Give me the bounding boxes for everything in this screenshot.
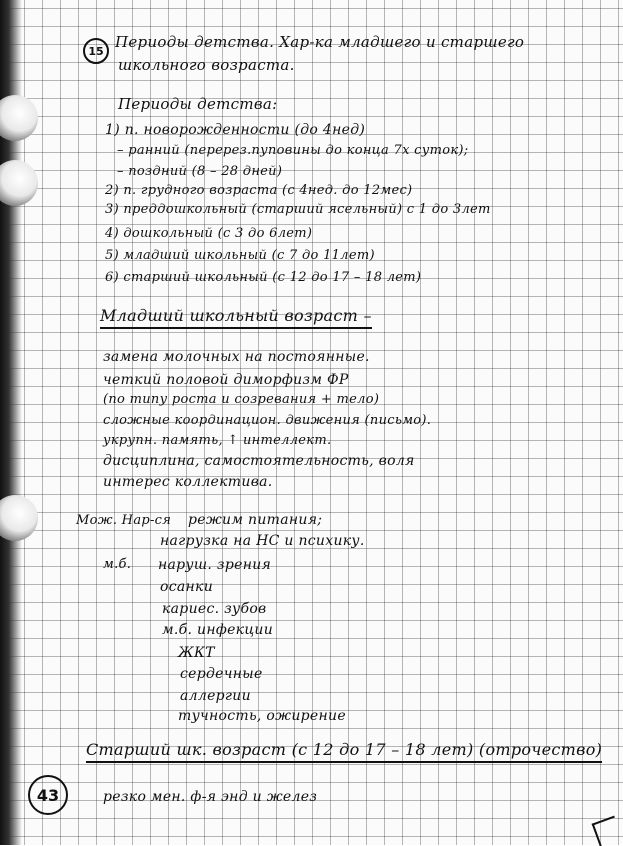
period-item: 6) старший школьный (с 12 до 17 – 18 лет) (105, 270, 422, 285)
binder-ring (0, 160, 38, 206)
junior-heading: Младший школьный возраст – (100, 306, 372, 329)
period-item: 5) младший школьный (с 7 до 11лет) (105, 248, 375, 263)
junior-item: сложные координацион. движения (письмо). (103, 413, 432, 428)
disorder-item: аллергии (180, 688, 251, 704)
disorder-item: м.б. инфекции (162, 622, 274, 638)
topic-number: 15 (88, 44, 104, 58)
disorder-item: кариес. зубов (162, 601, 267, 617)
periods-heading: Периоды детства: (118, 95, 278, 113)
disorders-first: режим питания; (188, 512, 323, 528)
binder-ring (0, 495, 38, 541)
disorder-item: наруш. зрения (158, 557, 272, 573)
disorders-mb-label: м.б. (103, 557, 132, 572)
period-item: 2) п. грудного возраста (с 4нед. до 12мес) (105, 183, 413, 198)
junior-item: дисциплина, самостоятельность, воля (103, 453, 415, 469)
disorders-prefix: Мож. Нар-ся (76, 513, 172, 528)
period-item: 1) п. новорожденности (до 4нед) (105, 122, 366, 138)
binder-ring (0, 95, 38, 141)
topic-title-line-1: Периоды детства. Хар-ка младшего и старшего (115, 33, 525, 51)
disorder-item: осанки (160, 579, 214, 595)
topic-title-line-2: школьного возраста. (118, 56, 295, 74)
page-number: 43 (36, 785, 60, 805)
corner-mark (592, 816, 623, 846)
page-number-badge (28, 775, 68, 815)
footer-note: резко мен. ф-я энд и желез (103, 789, 318, 805)
period-item: 3) преддошкольный (старший ясельный) с 1 до 3лет (105, 202, 491, 217)
disorder-item: сердечные (180, 666, 263, 682)
junior-item: интерес коллектива. (103, 474, 273, 490)
junior-item: четкий половой диморфизм ФР (103, 372, 349, 388)
disorder-item: тучность, ожирение (178, 708, 346, 724)
junior-item: (по типу роста и созревания + тело) (103, 392, 380, 407)
junior-item: замена молочных на постоянные. (103, 349, 370, 365)
junior-item: укрупн. память, ↑ интеллект. (103, 433, 332, 448)
topic-number-badge (83, 38, 109, 64)
period-item: 4) дошкольный (с 3 до 6лет) (105, 226, 313, 241)
disorder-item: ЖКТ (178, 645, 215, 661)
period-item: – ранний (перерез.пуповины до конца 7х суток); (117, 143, 469, 158)
period-item: – поздний (8 – 28 дней) (117, 164, 283, 179)
senior-heading: Старший шк. возраст (с 12 до 17 – 18 лет) (отрочество) (86, 740, 602, 763)
disorders-second: нагрузка на НС и психику. (160, 533, 365, 549)
